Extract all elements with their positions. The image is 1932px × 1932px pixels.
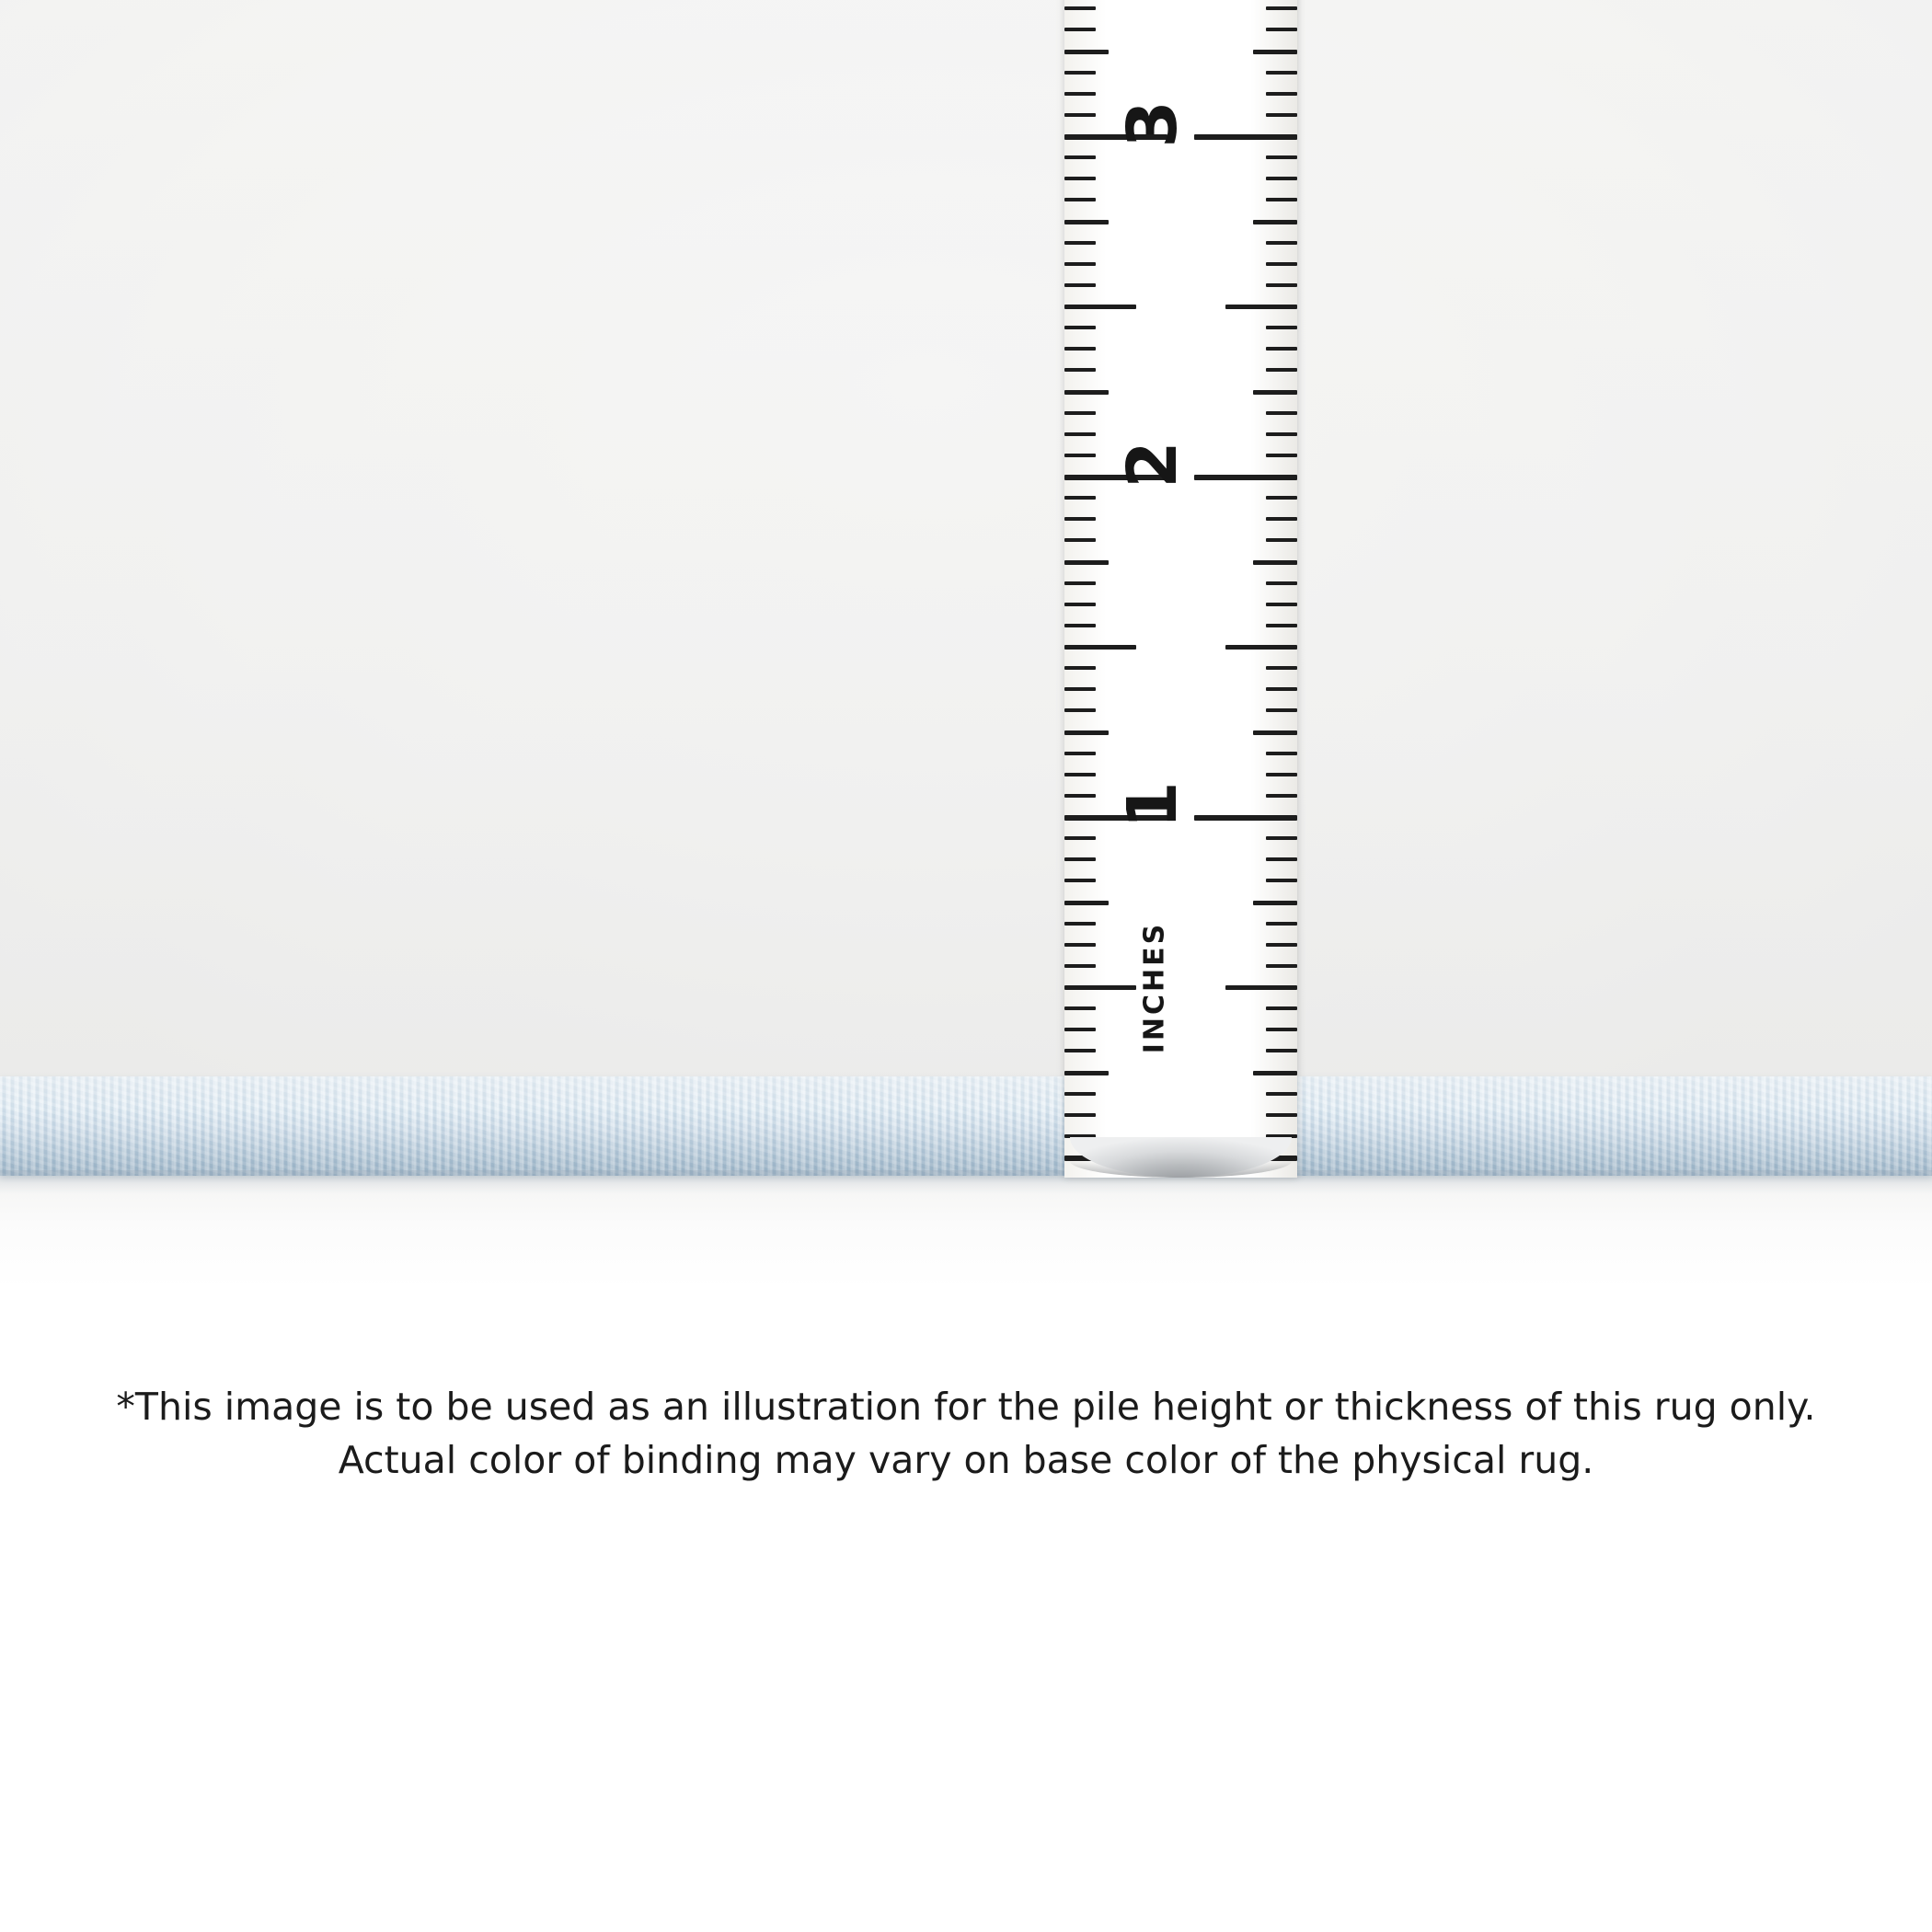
ruler-tick bbox=[1266, 368, 1297, 372]
ruler-tick bbox=[1064, 432, 1096, 436]
ruler-tick bbox=[1064, 198, 1096, 201]
ruler-tick bbox=[1064, 1006, 1096, 1010]
ruler-tick bbox=[1064, 50, 1109, 54]
ruler-tick bbox=[1064, 857, 1096, 861]
ruler-tick bbox=[1253, 390, 1297, 395]
ruler-tick bbox=[1064, 92, 1096, 96]
ruler-tick bbox=[1266, 28, 1297, 31]
ruler-tick bbox=[1266, 177, 1297, 180]
ruler-tick bbox=[1266, 283, 1297, 287]
ruler-tick bbox=[1266, 666, 1297, 670]
rug-cast-shadow bbox=[0, 1170, 1932, 1194]
ruler-tick bbox=[1266, 581, 1297, 585]
ruler-tick bbox=[1266, 943, 1297, 947]
ruler-tick bbox=[1253, 560, 1297, 565]
ruler-tick bbox=[1064, 454, 1096, 457]
ruler-tick bbox=[1266, 517, 1297, 521]
tape-measure-ruler bbox=[1064, 0, 1297, 1178]
ruler-tick bbox=[1064, 368, 1096, 372]
caption-line-1: *This image is to be used as an illustration for the pile height or thickness of this rug only. bbox=[116, 1385, 1816, 1429]
ruler-tick bbox=[1266, 262, 1297, 266]
ruler-tick bbox=[1253, 1071, 1297, 1075]
ruler-tick bbox=[1266, 71, 1297, 75]
ruler-tick bbox=[1064, 347, 1096, 351]
ruler-tick bbox=[1064, 687, 1096, 691]
ruler-tick bbox=[1225, 305, 1297, 309]
ruler-tick bbox=[1064, 1049, 1096, 1052]
ruler-tick bbox=[1064, 773, 1096, 776]
ruler-tick bbox=[1266, 432, 1297, 436]
ruler-tick bbox=[1064, 326, 1096, 329]
ruler-tick bbox=[1064, 1092, 1096, 1096]
ruler-tick bbox=[1266, 155, 1297, 159]
ruler-tick bbox=[1064, 922, 1096, 926]
caption-block bbox=[0, 1380, 1932, 1487]
ruler-tick bbox=[1064, 624, 1096, 627]
ruler-tick bbox=[1266, 538, 1297, 542]
ruler-tick bbox=[1064, 283, 1096, 287]
ruler-tick bbox=[1064, 666, 1096, 670]
ruler-tick bbox=[1064, 390, 1109, 395]
ruler-tick bbox=[1266, 113, 1297, 117]
ruler-tick bbox=[1266, 1049, 1297, 1052]
ruler-tick bbox=[1064, 708, 1096, 712]
ruler-tick bbox=[1266, 603, 1297, 606]
ruler-tick bbox=[1064, 6, 1096, 10]
ruler-tick bbox=[1064, 879, 1096, 882]
ruler-tick bbox=[1064, 964, 1096, 968]
ruler-tick bbox=[1064, 943, 1096, 947]
ruler-tick bbox=[1194, 815, 1297, 821]
ruler-tick bbox=[1064, 262, 1096, 266]
ruler-tick-marks bbox=[1064, 0, 1297, 1178]
ruler-tick bbox=[1064, 411, 1096, 415]
ruler-tick bbox=[1064, 517, 1096, 521]
ruler-tick bbox=[1266, 1092, 1297, 1096]
ruler-tick bbox=[1064, 836, 1096, 840]
ruler-tick bbox=[1253, 50, 1297, 54]
ruler-tick bbox=[1253, 901, 1297, 905]
ruler-tick bbox=[1064, 241, 1096, 245]
ruler-tick bbox=[1194, 134, 1297, 140]
ruler-tick bbox=[1266, 411, 1297, 415]
ruler-tick bbox=[1064, 177, 1096, 180]
ruler-tick bbox=[1064, 752, 1096, 755]
ruler-tick bbox=[1266, 752, 1297, 755]
ruler-tick bbox=[1266, 836, 1297, 840]
rug-binding-edge bbox=[0, 1076, 1932, 1176]
ruler-tick bbox=[1266, 794, 1297, 798]
ruler-tick bbox=[1266, 964, 1297, 968]
ruler-tick bbox=[1225, 985, 1297, 990]
ruler-tick bbox=[1194, 475, 1297, 480]
ruler-tick bbox=[1253, 220, 1297, 224]
ruler-tick bbox=[1064, 794, 1096, 798]
ruler-tick bbox=[1266, 92, 1297, 96]
ruler-tick bbox=[1266, 496, 1297, 500]
ruler-tick bbox=[1064, 220, 1109, 224]
ruler-tick bbox=[1266, 1113, 1297, 1117]
ruler-tick bbox=[1266, 6, 1297, 10]
ruler-tick bbox=[1064, 496, 1096, 500]
ruler-tick bbox=[1064, 985, 1136, 990]
ruler-tick bbox=[1064, 538, 1096, 542]
ruler-tick bbox=[1266, 198, 1297, 201]
ruler-unit-label: INCHES bbox=[1138, 921, 1171, 1054]
ruler-tick bbox=[1266, 1006, 1297, 1010]
ruler-tick bbox=[1064, 113, 1096, 117]
ruler-tick bbox=[1266, 879, 1297, 882]
ruler-tick bbox=[1266, 708, 1297, 712]
ruler-tick bbox=[1064, 901, 1109, 905]
ruler-tick bbox=[1253, 730, 1297, 735]
caption-line-2: Actual color of binding may vary on base color of the physical rug. bbox=[338, 1438, 1594, 1483]
ruler-tick bbox=[1064, 71, 1096, 75]
ruler-tick bbox=[1064, 1113, 1096, 1117]
ruler-tick bbox=[1266, 326, 1297, 329]
ruler-tick bbox=[1266, 347, 1297, 351]
ruler-tick bbox=[1064, 1071, 1109, 1075]
ruler-tick bbox=[1064, 603, 1096, 606]
ruler-tick bbox=[1266, 857, 1297, 861]
ruler-tick bbox=[1064, 730, 1109, 735]
ruler-tick bbox=[1225, 645, 1297, 650]
ruler-tick bbox=[1266, 687, 1297, 691]
ruler-tick bbox=[1266, 1028, 1297, 1031]
ruler-tick bbox=[1266, 454, 1297, 457]
ruler-tick bbox=[1064, 645, 1136, 650]
ruler-tick bbox=[1064, 1028, 1096, 1031]
ruler-tick bbox=[1064, 155, 1096, 159]
ruler-tick bbox=[1064, 28, 1096, 31]
ruler-number-2: 2 bbox=[1112, 441, 1192, 489]
ruler-tick bbox=[1064, 305, 1136, 309]
ruler-tick bbox=[1266, 241, 1297, 245]
ruler-number-1: 1 bbox=[1112, 781, 1192, 829]
ruler-tick bbox=[1266, 773, 1297, 776]
ruler-tick bbox=[1266, 624, 1297, 627]
ruler-tick bbox=[1064, 581, 1096, 585]
ruler-tick bbox=[1266, 922, 1297, 926]
ruler-number-3: 3 bbox=[1112, 100, 1192, 148]
ruler-tick bbox=[1064, 560, 1109, 565]
